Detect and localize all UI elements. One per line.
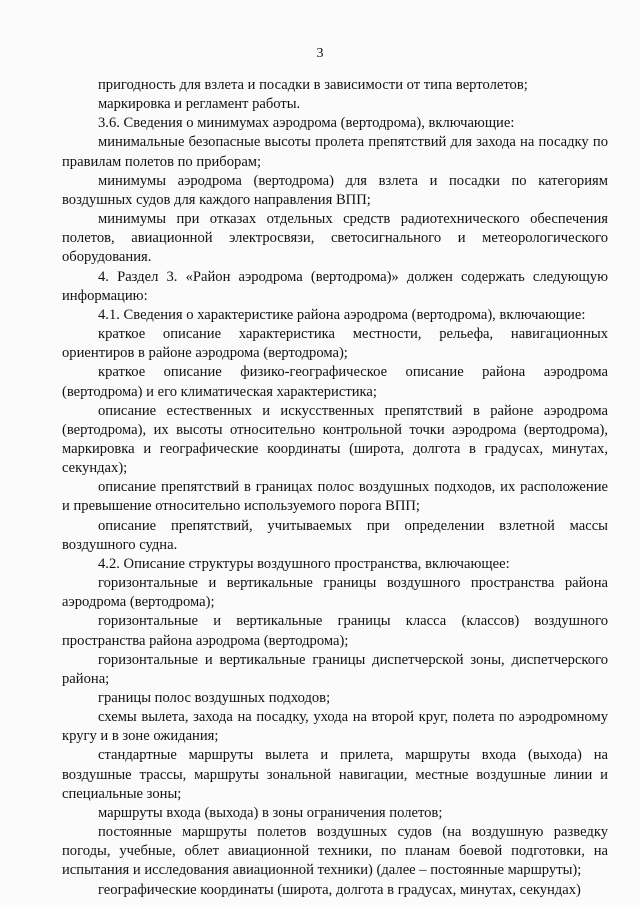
paragraph: минимумы аэродрома (вертодрома) для взлета и посадки по категориям воздушных судов для каждого направления ВПП; [62,172,608,208]
paragraph: минимальные безопасные высоты пролета препятствий для захода на посадку по правилам полетов по приборам; [62,134,608,170]
paragraph: 4.1. Сведения о характеристике района аэродрома (вертодрома), включающие: [98,306,586,323]
paragraph: маркировка и регламент работы. [98,96,301,113]
paragraph: горизонтальные и вертикальные границы диспетчерской зоны, диспетчерского района; [62,651,608,687]
paragraph: горизонтальные и вертикальные границы класса (классов) воздушного пространства района аэродрома (вертодрома); [62,613,608,649]
paragraph: границы полос воздушных подходов; [98,690,331,706]
paragraph: краткое описание физико-географическое описание района аэродрома (вертодрома) и его климатическая характеристика; [62,364,608,400]
paragraph: географические координаты (широта, долгота в градусах, минутах, секундах) [98,881,581,898]
document-body [62,76,608,900]
page-number: 3 [316,46,324,61]
paragraph: маршруты входа (выхода) в зоны ограничения полетов; [98,804,443,821]
paragraph: пригодность для взлета и посадки в зависимости от типа вертолетов; [98,77,528,93]
paragraph: описание препятствий, учитываемых при определении взлетной массы воздушного судна. [62,517,608,553]
paragraph: описание препятствий в границах полос воздушных подходов, их расположение и превышение относительно используемого порога ВПП; [62,479,608,515]
paragraph: горизонтальные и вертикальные границы воздушного пространства района аэродрома (вертодрома); [62,575,608,611]
paragraph: 4. Раздел 3. «Район аэродрома (вертодрома)» должен содержать следующую информацию: [62,268,608,304]
paragraph: 4.2. Описание структуры воздушного пространства, включающее: [98,555,510,572]
paragraph: минимумы при отказах отдельных средств радиотехнического обеспечения полетов, авиационной электросвязи, светосигнального и метеорологического оборудования. [62,211,608,266]
paragraph: стандартные маршруты вылета и прилета, маршруты входа (выхода) на воздушные трассы, маршруты зональной навигации, местные воздушные линии и специальные зоны; [62,747,608,802]
paragraph: описание естественных и искусственных препятствий в районе аэродрома (вертодрома), их высоты относительно контрольной точки аэродрома (вертодрома), маркировка и географические координаты (широта, долгота в градусах, минутах, секундах); [62,402,608,477]
paragraph: 3.6. Сведения о минимумах аэродрома (вертодрома), включающие: [98,115,515,132]
paragraph: схемы вылета, захода на посадку, ухода на второй круг, полета по аэродромному кругу и в зоне ожидания; [62,709,608,745]
paragraph: краткое описание характеристика местности, рельефа, навигационных ориентиров в районе аэродрома (вертодрома); [62,326,608,362]
paragraph: постоянные маршруты полетов воздушных судов (на воздушную разведку погоды, учебные, облет авиационной техники, по планам боевой подготовки, на испытания и исследования авиационной техники) (далее – постоянные маршруты); [62,824,608,879]
